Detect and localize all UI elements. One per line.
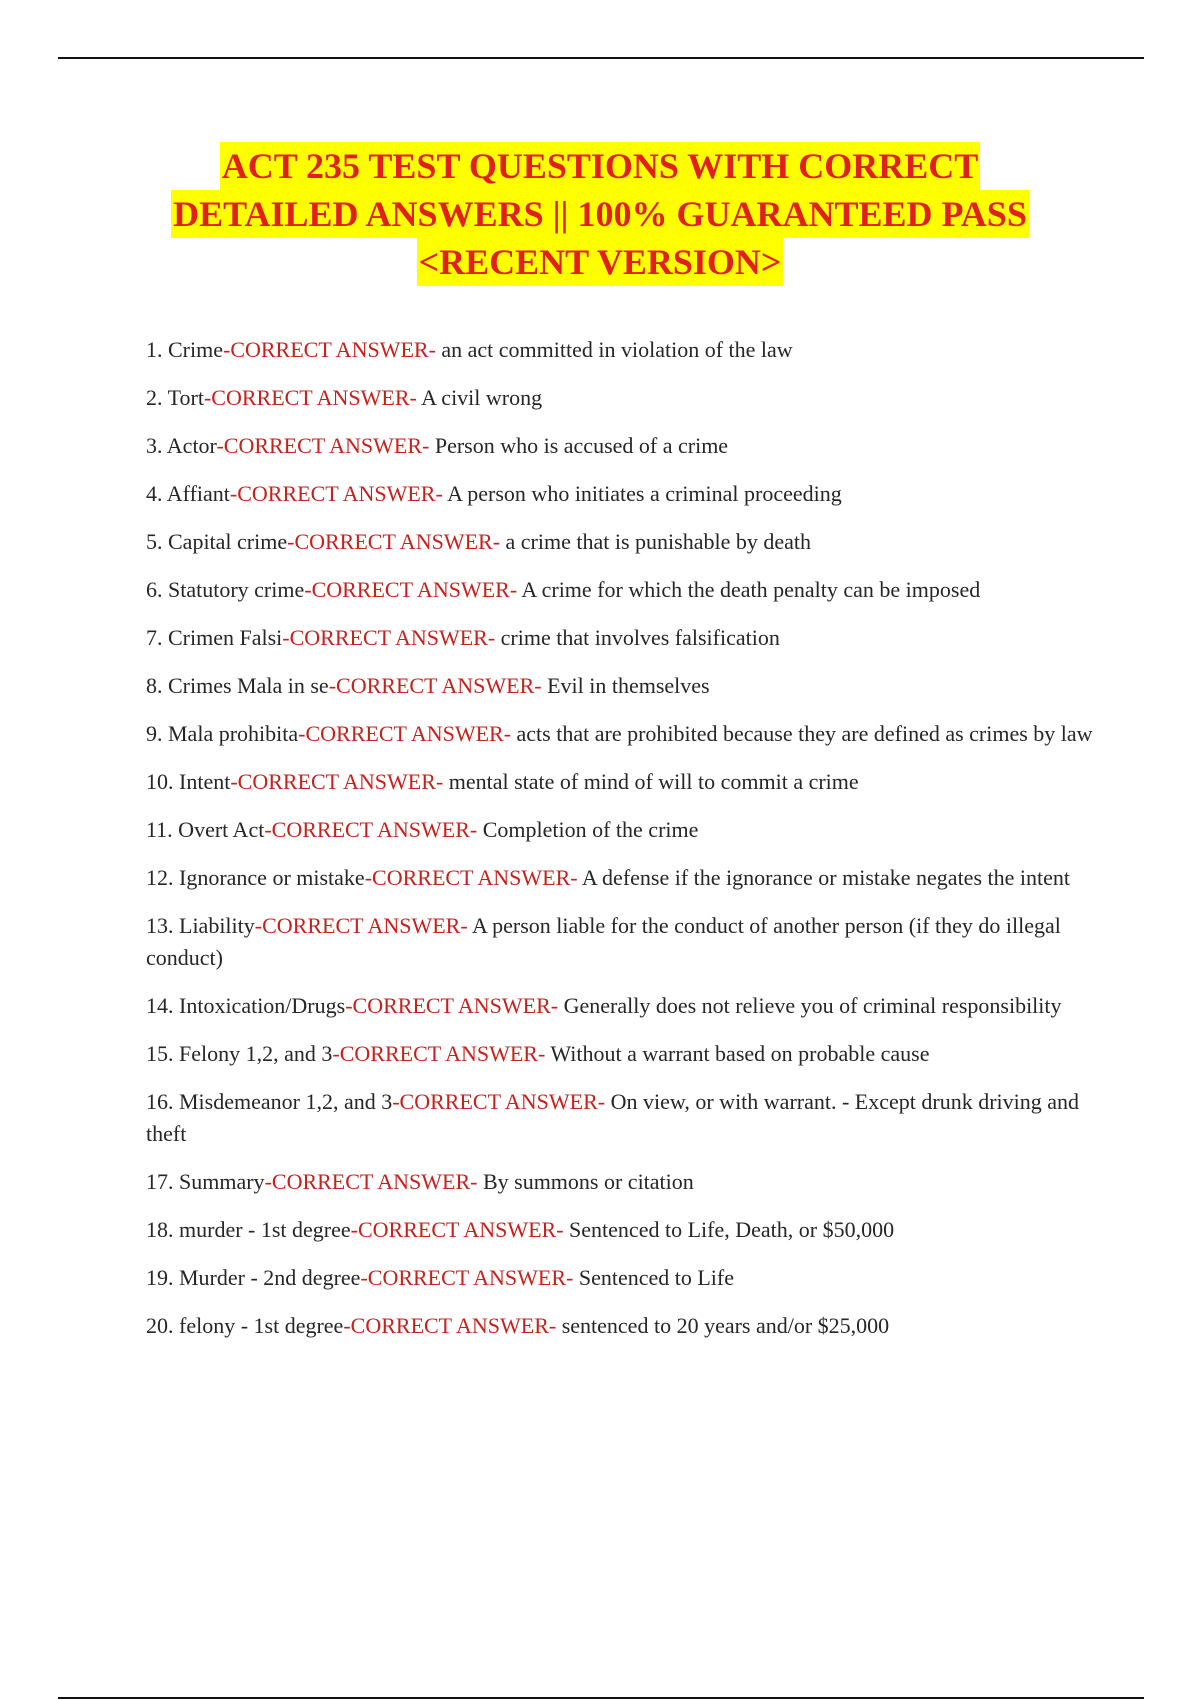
qa-item-18 (146, 1214, 1096, 1246)
qa-answer: a crime that is punishable by death (500, 529, 811, 554)
correct-answer-marker: -CORRECT ANSWER- (328, 673, 542, 698)
qa-item-2 (146, 382, 1096, 414)
qa-item-8 (146, 670, 1096, 702)
qa-item-1 (146, 334, 1096, 366)
qa-item-7 (146, 622, 1096, 654)
correct-answer-marker: -CORRECT ANSWER- (345, 993, 559, 1018)
qa-answer: A civil wrong (416, 385, 543, 410)
qa-answer: A defense if the ignorance or mistake negates the intent (577, 865, 1070, 890)
correct-answer-marker: -CORRECT ANSWER- (216, 433, 430, 458)
qa-item-20 (146, 1310, 1096, 1342)
qa-answer: A person liable for the conduct of another person (if they do illegal conduct) (146, 913, 1061, 970)
qa-item-11 (146, 814, 1096, 846)
qa-item-4 (146, 478, 1096, 510)
correct-answer-marker: -CORRECT ANSWER- (392, 1089, 606, 1114)
qa-answer: Person who is accused of a crime (429, 433, 729, 458)
title-line-3: <RECENT VERSION> (417, 238, 784, 286)
qa-answer: sentenced to 20 years and/or $25,000 (556, 1313, 890, 1338)
qa-term: 11. Overt Act (146, 817, 265, 842)
qa-term: 15. Felony 1,2, and 3 (146, 1041, 333, 1066)
qa-answer: A crime for which the death penalty can be imposed (517, 577, 981, 602)
qa-term: 1. Crime (146, 337, 223, 362)
correct-answer-marker: -CORRECT ANSWER- (332, 1041, 546, 1066)
qa-term: 6. Statutory crime (146, 577, 305, 602)
qa-item-19 (146, 1262, 1096, 1294)
qa-answer: Evil in themselves (541, 673, 710, 698)
correct-answer-marker: -CORRECT ANSWER- (282, 625, 496, 650)
correct-answer-marker: -CORRECT ANSWER- (360, 1265, 574, 1290)
title-line-1: ACT 235 TEST QUESTIONS WITH CORRECT (220, 142, 981, 190)
qa-term: 18. murder - 1st degree (146, 1217, 351, 1242)
correct-answer-marker: -CORRECT ANSWER- (203, 385, 417, 410)
qa-term: 4. Affiant (146, 481, 230, 506)
qa-answer: A person who initiates a criminal proceeding (442, 481, 842, 506)
qa-item-6 (146, 574, 1096, 606)
qa-item-16 (146, 1086, 1096, 1150)
correct-answer-marker: -CORRECT ANSWER- (298, 721, 512, 746)
title-line-2: DETAILED ANSWERS || 100% GUARANTEED PASS (171, 190, 1029, 238)
correct-answer-marker: -CORRECT ANSWER- (229, 481, 443, 506)
correct-answer-marker: -CORRECT ANSWER- (230, 769, 444, 794)
qa-answer: Without a warrant based on probable cause (545, 1041, 930, 1066)
qa-answer: Generally does not relieve you of criminal responsibility (558, 993, 1062, 1018)
qa-term: 2. Tort (146, 385, 204, 410)
qa-term: 10. Intent (146, 769, 231, 794)
qa-term: 7. Crimen Falsi (146, 625, 283, 650)
correct-answer-marker: -CORRECT ANSWER- (343, 1313, 557, 1338)
qa-term: 17. Summary (146, 1169, 265, 1194)
correct-answer-marker: -CORRECT ANSWER- (254, 913, 468, 938)
qa-answer: acts that are prohibited because they are defined as crimes by law (511, 721, 1093, 746)
qa-term: 19. Murder - 2nd degree (146, 1265, 361, 1290)
qa-answer: crime that involves falsification (495, 625, 780, 650)
qa-answer: Sentenced to Life, Death, or $50,000 (563, 1217, 895, 1242)
qa-term: 16. Misdemeanor 1,2, and 3 (146, 1089, 393, 1114)
document-title (60, 142, 1140, 286)
qa-answer: Completion of the crime (477, 817, 699, 842)
qa-item-5 (146, 526, 1096, 558)
qa-term: 3. Actor (146, 433, 217, 458)
qa-answer: mental state of mind of will to commit a crime (443, 769, 859, 794)
correct-answer-marker: -CORRECT ANSWER- (264, 817, 478, 842)
qa-answer: On view, or with warrant. - Except drunk driving and theft (146, 1089, 1080, 1146)
qa-item-14 (146, 990, 1096, 1022)
correct-answer-marker: -CORRECT ANSWER- (223, 337, 436, 362)
qa-item-12 (146, 862, 1096, 894)
qa-term: 5. Capital crime (146, 529, 288, 554)
top-rule (58, 57, 1144, 59)
qa-term: 12. Ignorance or mistake (146, 865, 365, 890)
qa-item-9 (146, 718, 1096, 750)
qa-item-15 (146, 1038, 1096, 1070)
qa-term: 14. Intoxication/Drugs (146, 993, 346, 1018)
correct-answer-marker: -CORRECT ANSWER- (264, 1169, 478, 1194)
qa-item-3 (146, 430, 1096, 462)
qa-item-17 (146, 1166, 1096, 1198)
qa-list (146, 334, 1096, 1358)
qa-term: 8. Crimes Mala in se (146, 673, 329, 698)
qa-term: 9. Mala prohibita (146, 721, 299, 746)
correct-answer-marker: -CORRECT ANSWER- (350, 1217, 564, 1242)
qa-answer: an act committed in violation of the law (435, 337, 793, 362)
correct-answer-marker: -CORRECT ANSWER- (364, 865, 578, 890)
bottom-rule (58, 1697, 1144, 1699)
correct-answer-marker: -CORRECT ANSWER- (304, 577, 518, 602)
qa-item-13 (146, 910, 1096, 974)
qa-answer: By summons or citation (477, 1169, 694, 1194)
qa-answer: Sentenced to Life (573, 1265, 734, 1290)
correct-answer-marker: -CORRECT ANSWER- (287, 529, 501, 554)
qa-item-10 (146, 766, 1096, 798)
qa-term: 20. felony - 1st degree (146, 1313, 344, 1338)
qa-term: 13. Liability (146, 913, 255, 938)
